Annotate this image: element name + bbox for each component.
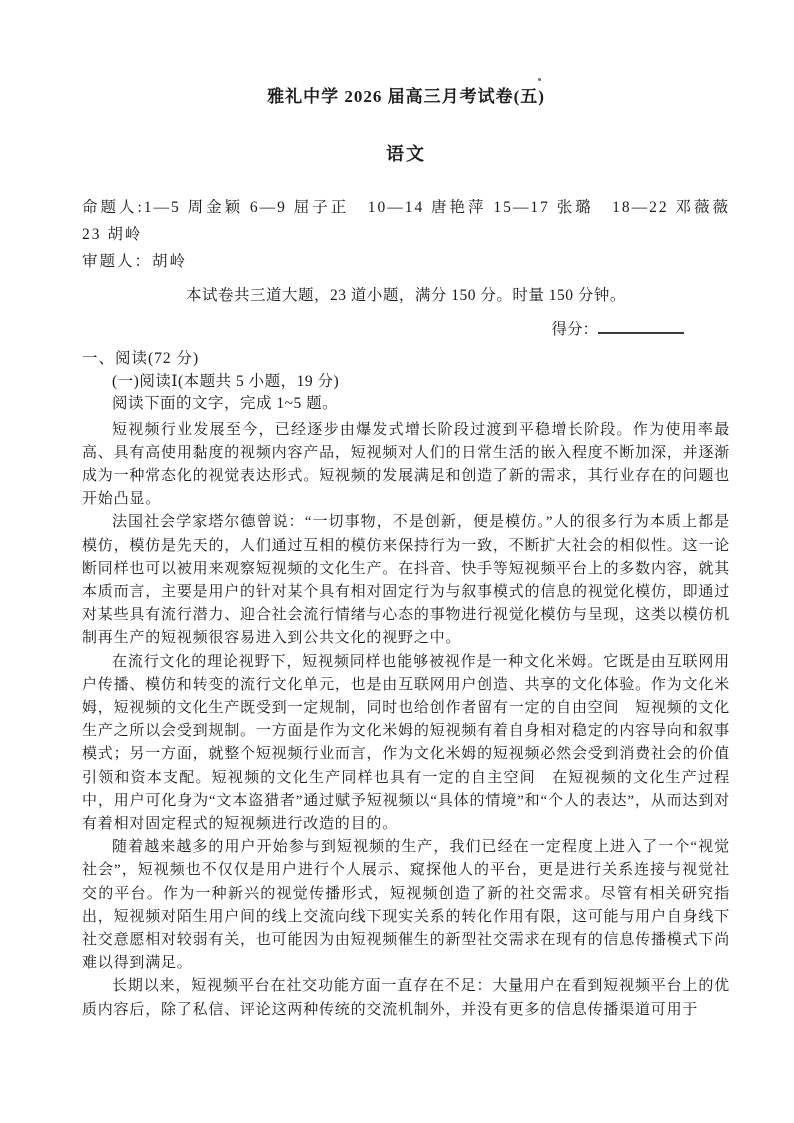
passage-paragraph: 法国社会学家塔尔德曾说：“一切事物，不是创新，便是模仿。”人的很多行为本质上都是模仿，模仿是先天的，人们通过互相的模仿来保持行为一致，不断扩大社会的相似性。这一论断同样也可以被用来观察短视频的文化生产。在抖音、快手等短视频平台上的多数内容，就其本质而言，主要是用户的针对某个具有相对固定行为与叙事模式的信息的视觉化模仿，即通过对某些具有流行潜力、迎合社会流行情绪与心态的事物进行视觉化模仿与呈现，这类以模仿机制再生产的短视频很容易进入到公共文化的视野之中。 (82, 514, 730, 647)
setters-line: 命题人:1—5 周金颖 6—9 屈子正 10—14 唐艳萍 15—17 张璐 18—22 邓薇薇 23 胡岭 (82, 199, 730, 243)
setters-block (82, 194, 730, 275)
subsection-heading: (一)阅读Ⅰ(本题共 5 小题，19 分) (112, 372, 340, 390)
subsection-block (112, 371, 730, 416)
scan-artifact-dot (538, 78, 541, 81)
score-blank (598, 318, 684, 334)
passage-paragraph: 短视频行业发展至今，已经逐步由爆发式增长阶段过渡到平稳增长阶段。作为使用率最高、具有高使用黏度的视频内容产品，短视频对人们的日常生活的嵌入程度不断加深，并逐渐成为一种常态化的视觉表达形式。短视频的发展满足和创造了新的需求，其行业存在的问题也开始凸显。 (82, 421, 730, 508)
section-heading: 一、阅读(72 分) (82, 350, 200, 367)
subject-title: 语文 (386, 144, 426, 164)
exam-summary: 本试卷共三道大题，23 道小题，满分 150 分。时量 150 分钟。 (186, 287, 626, 304)
score-label: 得分： (551, 321, 598, 338)
reading-passage (82, 419, 730, 1022)
reading-instruction: 阅读下面的文字，完成 1~5 题。 (112, 395, 339, 412)
passage-paragraph: 长期以来，短视频平台在社交功能方面一直存在不足：大量用户在看到短视频平台上的优质内容后，除了私信、评论这两种传统的交流机制外，并没有更多的信息传播渠道可用于 (82, 978, 730, 1018)
exam-title: 雅礼中学 2026 届高三月考试卷(五) (267, 87, 545, 106)
reviewer-line: 审题人：胡岭 (82, 253, 188, 270)
passage-paragraph: 在流行文化的理论视野下，短视频同样也能够被视作是一种文化米姆。它既是由互联网用户传播、模仿和转变的流行文化单元，也是由互联网用户创造、共享的文化体验。作为文化米姆，短视频的文化生产既受到一定规制，同时也给创作者留有一定的自由空间 短视频的文化生产之所以会受到规制。一方面是作为文化米姆的短视频有着自身相对稳定的内容导向和叙事模式；另一方面，就整个短视频行业而言，作为文化米姆的短视频必然会受到消费社会的价值引领和资本支配。短视频的文化生产同样也具有一定的自主空间 在短视频的文化生产过程中，用户可化身为“文本盗猎者”通过赋予短视频以“具体的情境”和“个人的表达”，从而达到对有着相对固定程式的短视频进行改造的目的。 (82, 653, 730, 832)
passage-paragraph: 随着越来越多的用户开始参与到短视频的生产，我们已经在一定程度上进入了一个“视觉社会”，短视频也不仅仅是用户进行个人展示、窥探他人的平台，更是进行关系连接与视觉社交的平台。作为一种新兴的视觉传播形式，短视频创造了新的社交需求。尽管有相关研究指出，短视频对陌生用户间的线上交流向线下现实关系的转化作用有限，这可能与用户自身线下社交意愿相对较弱有关，也可能因为由短视频催生的新型社交需求在现有的信息传播模式下尚难以得到满足。 (82, 839, 730, 972)
score-line (82, 318, 730, 341)
